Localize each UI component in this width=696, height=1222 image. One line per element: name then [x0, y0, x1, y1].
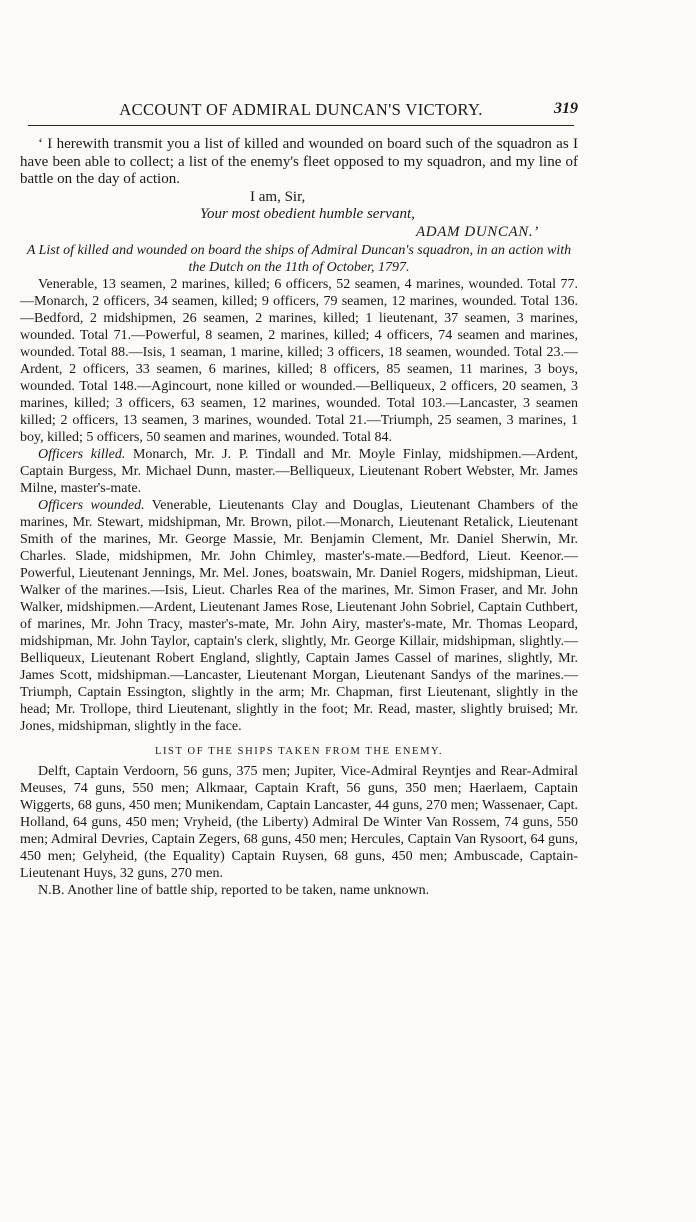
running-head: ACCOUNT OF ADMIRAL DUNCAN'S VICTORY. [119, 100, 483, 119]
officers-killed-paragraph [20, 446, 578, 497]
officers-wounded-paragraph [20, 497, 578, 735]
letter-closing [20, 189, 578, 242]
casualty-list-heading: A List of killed and wounded on board the ships of Admiral Duncan's squadron, in an action with the Dutch on the 11th of October, 1797. [26, 242, 572, 275]
officers-wounded-text: Venerable, Lieutenants Clay and Douglas, Lieutenant Chambers of the marines, Mr. Stewart, midshipman, Mr. Brown, pilot.—Monarch, Lieutenant Retalick, Lieutenant Smith of the marines, Mr. George Massie, Mr. Benjamin Clement, Mr. Daniel Sherwin, Mr. Charles. Slade, midshipmen, Mr. John Chimley, master's-mate.—Bedford, Lieut. Keenor.—Powerful, Lieutenant Jennings, Mr. Mel. Jones, boatswain, Mr. Daniel Rogers, midshipman, Lieut. Walker of the marines.—Isis, Lieut. Charles Rea of the marines, Mr. Simon Fraser, and Mr. John Walker, midshipmen.—Ardent, Lieutenant James Rose, Lieutenant John Sobriel, Captain Cuthbert, of marines, Mr. John Tracy, master's-mate, Mr. John Airy, master's-mate, Mr. Thomas Leopard, midshipman, Mr. John Taylor, captain's clerk, slightly, Mr. George Killair, midshipman, slightly.—Belliqueux, Lieutenant Robert England, slightly, Captain James Cassel of marines, slightly, Mr. James Scott, midshipman.—Lancaster, Lieutenant Morgan, Lieutenant Sandys of the marines.—Triumph, Captain Essington, slightly in the arm; Mr. Chapman, first Lieutenant, slightly in the head; Mr. Trollope, third Lieutenant, slightly in the foot; Mr. Read, master, slightly bruised; Mr. Jones, midshipman, slightly in the face. [20, 497, 579, 734]
officers-killed-text: Monarch, Mr. J. P. Tindall and Mr. Moyle Finlay, midshipmen.—Ardent, Captain Burgess, Mr. Michael Dunn, master.—Belliqueux, Lieutenant Robert Webster, Mr. James Milne, master's-mate. [20, 446, 578, 496]
officers-killed-lead: Officers killed. [38, 446, 126, 462]
header-rule [28, 125, 574, 126]
page-content [20, 136, 578, 899]
closing-salutation: I am, Sir, [250, 188, 306, 205]
officers-wounded-lead: Officers wounded. [38, 497, 145, 513]
casualty-list-body: Venerable, 13 seamen, 2 marines, killed; 6 officers, 52 seamen, 4 marines, wounded. Total 77.—Monarch, 2 officers, 34 seamen, killed; 9 officers, 79 seamen, 12 marines, wounded. Total 136.—Bedford, 2 midshipmen, 26 seamen, 2 marines, killed; 1 lieutenant, 37 seamen, 3 marines, wounded. Total 71.—Powerful, 8 seamen, 2 marines, killed; 4 officers, 74 seamen and marines, wounded. Total 88.—Isis, 1 seaman, 1 marine, killed; 3 officers, 18 seamen, wounded. Total 23.—Ardent, 2 officers, 33 seamen, 6 marines, killed; 8 officers, 85 seamen, 11 marines, 3 boys, wounded. Total 148.—Agincourt, none killed or wounded.—Belliqueux, 2 officers, 20 seamen, 3 marines, killed; 3 officers, 63 seamen, 12 marines, wounded. Total 103.—Lancaster, 3 seamen killed; 2 officers, 13 seamen, 3 marines, wounded. Total 21.—Triumph, 25 seamen, 3 marines, 1 boy, killed; 5 officers, 50 seamen and marines, wounded. Total 84. [20, 276, 578, 445]
closing-servant: Your most obedient humble servant, [200, 206, 415, 223]
ships-taken-heading: LIST OF THE SHIPS TAKEN FROM THE ENEMY. [154, 745, 444, 757]
page-number: 319 [554, 100, 578, 117]
ships-taken-note: N.B. Another line of battle ship, reported to be taken, name unknown. [38, 882, 430, 898]
letter-body: ‘ I herewith transmit you a list of killed and wounded on board such of the squadron as I have been able to collect; a list of the enemy's fleet opposed to my squadron, and my line of battle on the day of action. [20, 136, 578, 188]
signature: ADAM DUNCAN.’ [416, 223, 539, 240]
ships-taken-body: Delft, Captain Verdoorn, 56 guns, 375 men; Jupiter, Vice-Admiral Reyntjes and Rear-Admiral Meuses, 74 guns, 550 men; Alkmaar, Captain Kraft, 56 guns, 350 men; Haerlaem, Captain Wiggerts, 68 guns, 450 men; Munikendam, Captain Lancaster, 44 guns, 270 men; Wassenaer, Capt. Holland, 64 guns, 450 men; Vryheid, (the Liberty) Admiral De Winter Van Rossem, 74 guns, 550 men; Admiral Devries, Captain Zegers, 68 guns, 450 men; Hercules, Captain Van Rysoort, 64 guns, 450 men; Gelyheid, (the Equality) Captain Ruysen, 68 guns, 450 men; Ambuscade, Captain-Lieutenant Huys, 32 guns, 270 men. [20, 763, 578, 881]
